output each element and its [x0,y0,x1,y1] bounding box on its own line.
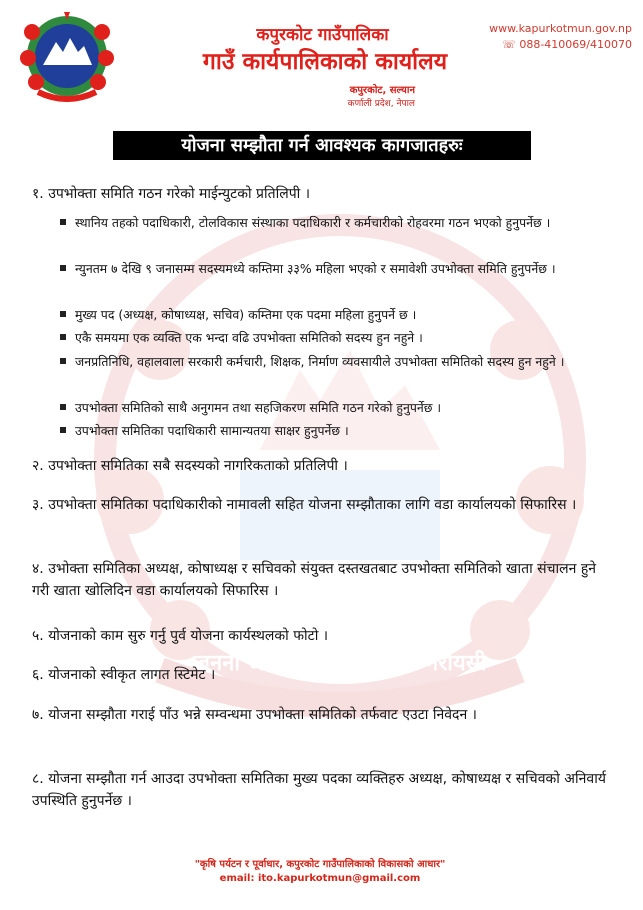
list-item-1 [32,183,617,205]
bullet-icon [60,265,66,271]
footer-slogan: "कृषि पर्यटन र पूर्वाधार, कपुरकोट गाउँपालिकाको विकासको आधार" [194,859,446,870]
footer-email[interactable]: email: ito.kapurkotmun@gmail.com [219,873,421,884]
item-text: योजना सम्झौता गराई पाँउ भन्ने सम्वन्धमा उपभोक्ता समितिको तर्फवाट एउटा निवेदन । [48,707,477,723]
item-number: १. [32,186,44,202]
subitem-text: जनप्रतिनिधि, वहालवाला सरकारी कर्मचारी, शिक्षक, निर्माण व्यवसायीले उपभोक्ता समितिको सदस्य हुन नहुने । [75,354,565,369]
municipality-emblem [18,10,116,102]
subitem-6 [60,398,620,417]
item-number: ७. [32,707,44,723]
list-item-4 [32,558,617,602]
subitem-3 [60,305,620,324]
subitem-5 [60,352,620,371]
item-text: उपभोक्ता समिति गठन गरेको माईन्युटको प्रतिलिपी । [48,186,311,202]
document-title: योजना सम्झौता गर्न आवश्यक कागजातहरुः [113,131,531,160]
address-line-1: कपुरकोट, सल्यान [349,85,415,96]
list-item-5 [32,625,617,647]
item-text: उपभोक्ता समितिका सबै सदस्यको नागरिकताको प्रतिलिपी । [48,458,348,474]
subitem-text: उपभोक्ता समितिको साथै अनुगमन तथा सहजिकरण समिति गठन गरेको हुनुपर्नेछ । [75,400,442,415]
subitem-text: एकै समयमा एक व्यक्ति एक भन्दा वढि उपभोक्ता समितिको सदस्य हुन नहुने । [75,330,423,345]
bullet-icon [60,334,66,340]
address-line-2: कर्णाली प्रदेश, नेपाल [347,99,415,109]
item-number: २. [32,458,44,474]
item-text: योजनाको काम सुरु गर्नु पुर्व योजना कार्यस्थलको फोटो । [48,628,329,644]
list-item-8 [32,768,617,812]
bullet-icon [60,358,66,364]
watermark-motto: जननी जन्मभूमिश्च स्वर्गादपि गरीयसी [193,651,487,676]
subitem-text: उपभोक्ता समितिका पदाधिकारी सामान्यतया साक्षर हुनुपर्नेछ । [75,423,349,438]
phone-number: ☏ 088-410069/410070 [502,38,632,51]
subitem-7 [60,421,620,440]
list-item-7 [32,704,617,726]
list-item-6 [32,664,617,686]
list-item-2 [32,455,617,477]
subitem-4 [60,328,620,347]
list-item-3 [32,494,617,516]
bullet-icon [60,427,66,433]
office-name: गाउँ कार्यपालिकाको कार्यालय [202,49,448,75]
subitem-2 [60,259,620,278]
bullet-icon [60,404,66,410]
item-text: उपभोक्ता समितिका पदाधिकारीको नामावली सहित योजना सम्झौताका लागि वडा कार्यालयको सिफारिस । [48,497,577,513]
subitem-text: स्थानिय तहको पदाधिकारी, टोलविकास संस्थाका पदाधिकारी र कर्मचारीको रोहवरमा गठन भएको हुनुपर्नेछ । [75,215,551,230]
subitem-text: न्युनतम ७ देखि ९ जनासम्म सदस्यमध्ये कम्तिमा ३३% महिला भएको र समावेशी उपभोक्ता समिति हुनुपर्नेछ । [75,261,556,276]
bullet-icon [60,311,66,317]
item-text: उभोक्ता समितिका अध्यक्ष, कोषाध्यक्ष र सचिवको संयुक्त दस्तखतबाट उपभोक्ता समितिको खाता संचालन हुने गरी खाता खोलिदिन वडा कार्यालयको सिफारिस । [32,561,597,599]
item-number: ४. [32,561,44,577]
municipality-name: कपुरकोट गाउँपालिका [256,25,389,45]
item-number: ३. [32,497,44,513]
item-text: योजनाको स्वीकृत लागत स्टिमेट । [48,667,216,683]
subitem-1 [60,213,620,232]
subitem-text: मुख्य पद (अध्यक्ष, कोषाध्यक्ष, सचिव) कम्तिमा एक पदमा महिला हुनुपर्ने छ । [75,307,417,322]
item-number: ६. [32,667,44,683]
bullet-icon [60,219,66,225]
item-number: ५. [32,628,44,644]
item-text: योजना सम्झौता गर्न आउदा उपभोक्ता समितिका मुख्य पदका व्यक्तिहरु अध्यक्ष, कोषाध्यक्ष र सचिवको अनिवार्य उपस्थिति हुनुपर्नेछ । [32,771,606,809]
website-link[interactable]: www.kapurkotmun.gov.np [489,22,632,35]
item-number: ८. [32,771,44,787]
